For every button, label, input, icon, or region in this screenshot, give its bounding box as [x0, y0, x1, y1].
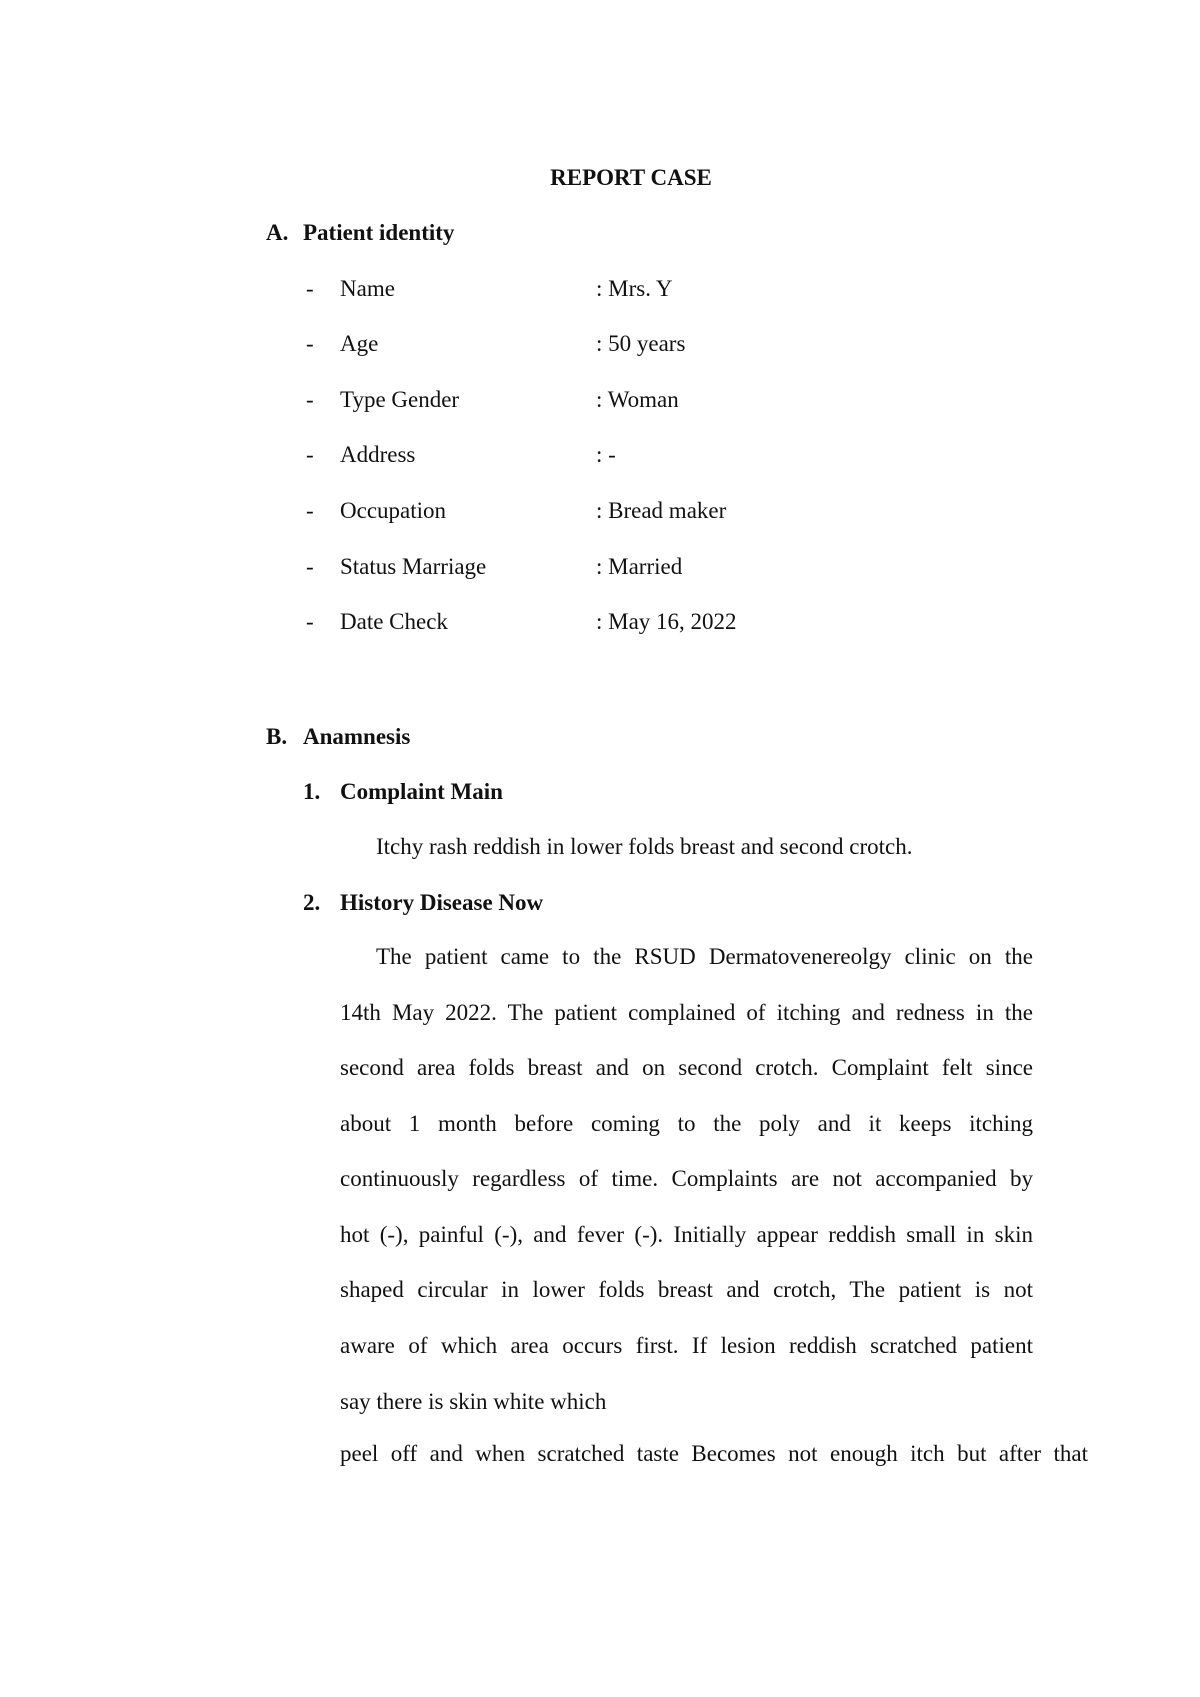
section-b-marker: B.	[266, 724, 288, 749]
section-b-heading: Anamnesis	[303, 724, 411, 749]
field-dash: -	[306, 276, 314, 301]
field-label: Status Marriage	[340, 554, 487, 579]
complaint-text: Itchy rash reddish in lower folds breast and second crotch.	[376, 834, 913, 859]
history-line: second area folds breast and on second crotch. Complaint felt since	[340, 1055, 1033, 1080]
field-dash: -	[306, 609, 314, 634]
history-line: about 1 month before coming to the poly and it keeps itching	[340, 1111, 1033, 1136]
field-value: : Married	[596, 554, 683, 579]
history-heading: History Disease Now	[340, 890, 544, 915]
section-a-marker: A.	[266, 220, 289, 245]
field-value: : 50 years	[596, 331, 686, 356]
field-value: : Woman	[596, 387, 679, 412]
field-dash: -	[306, 442, 314, 467]
history-line: continuously regardless of time. Complaints are not accompanied by	[340, 1166, 1033, 1191]
page-title: REPORT CASE	[550, 165, 712, 190]
section-a-heading: Patient identity	[303, 220, 455, 245]
history-continuation-line: peel off and when scratched taste Becomes not enough itch but after that	[340, 1441, 1088, 1466]
field-label: Age	[340, 331, 379, 356]
field-label: Type Gender	[340, 387, 460, 412]
field-label: Name	[340, 276, 395, 301]
field-dash: -	[306, 498, 314, 523]
field-dash: -	[306, 387, 314, 412]
history-line: aware of which area occurs first. If lesion reddish scratched patient	[340, 1333, 1033, 1358]
field-dash: -	[306, 331, 314, 356]
field-label: Address	[340, 442, 416, 467]
history-line: 14th May 2022. The patient complained of itching and redness in the	[340, 1000, 1033, 1025]
field-value: : Mrs. Y	[596, 276, 673, 301]
history-line: hot (-), painful (-), and fever (-). Initially appear reddish small in skin	[340, 1222, 1033, 1247]
complaint-heading: Complaint Main	[340, 779, 503, 804]
history-line: say there is skin white which	[340, 1389, 607, 1414]
field-label: Occupation	[340, 498, 447, 523]
field-value: : Bread maker	[596, 498, 727, 523]
history-line: The patient came to the RSUD Dermatovenereolgy clinic on the	[376, 944, 1033, 969]
field-value: : -	[596, 442, 616, 467]
field-value: : May 16, 2022	[596, 609, 737, 634]
field-dash: -	[306, 554, 314, 579]
field-label: Date Check	[340, 609, 448, 634]
history-number: 2.	[303, 890, 321, 915]
history-line: shaped circular in lower folds breast and crotch, The patient is not	[340, 1277, 1033, 1302]
complaint-number: 1.	[303, 779, 321, 804]
